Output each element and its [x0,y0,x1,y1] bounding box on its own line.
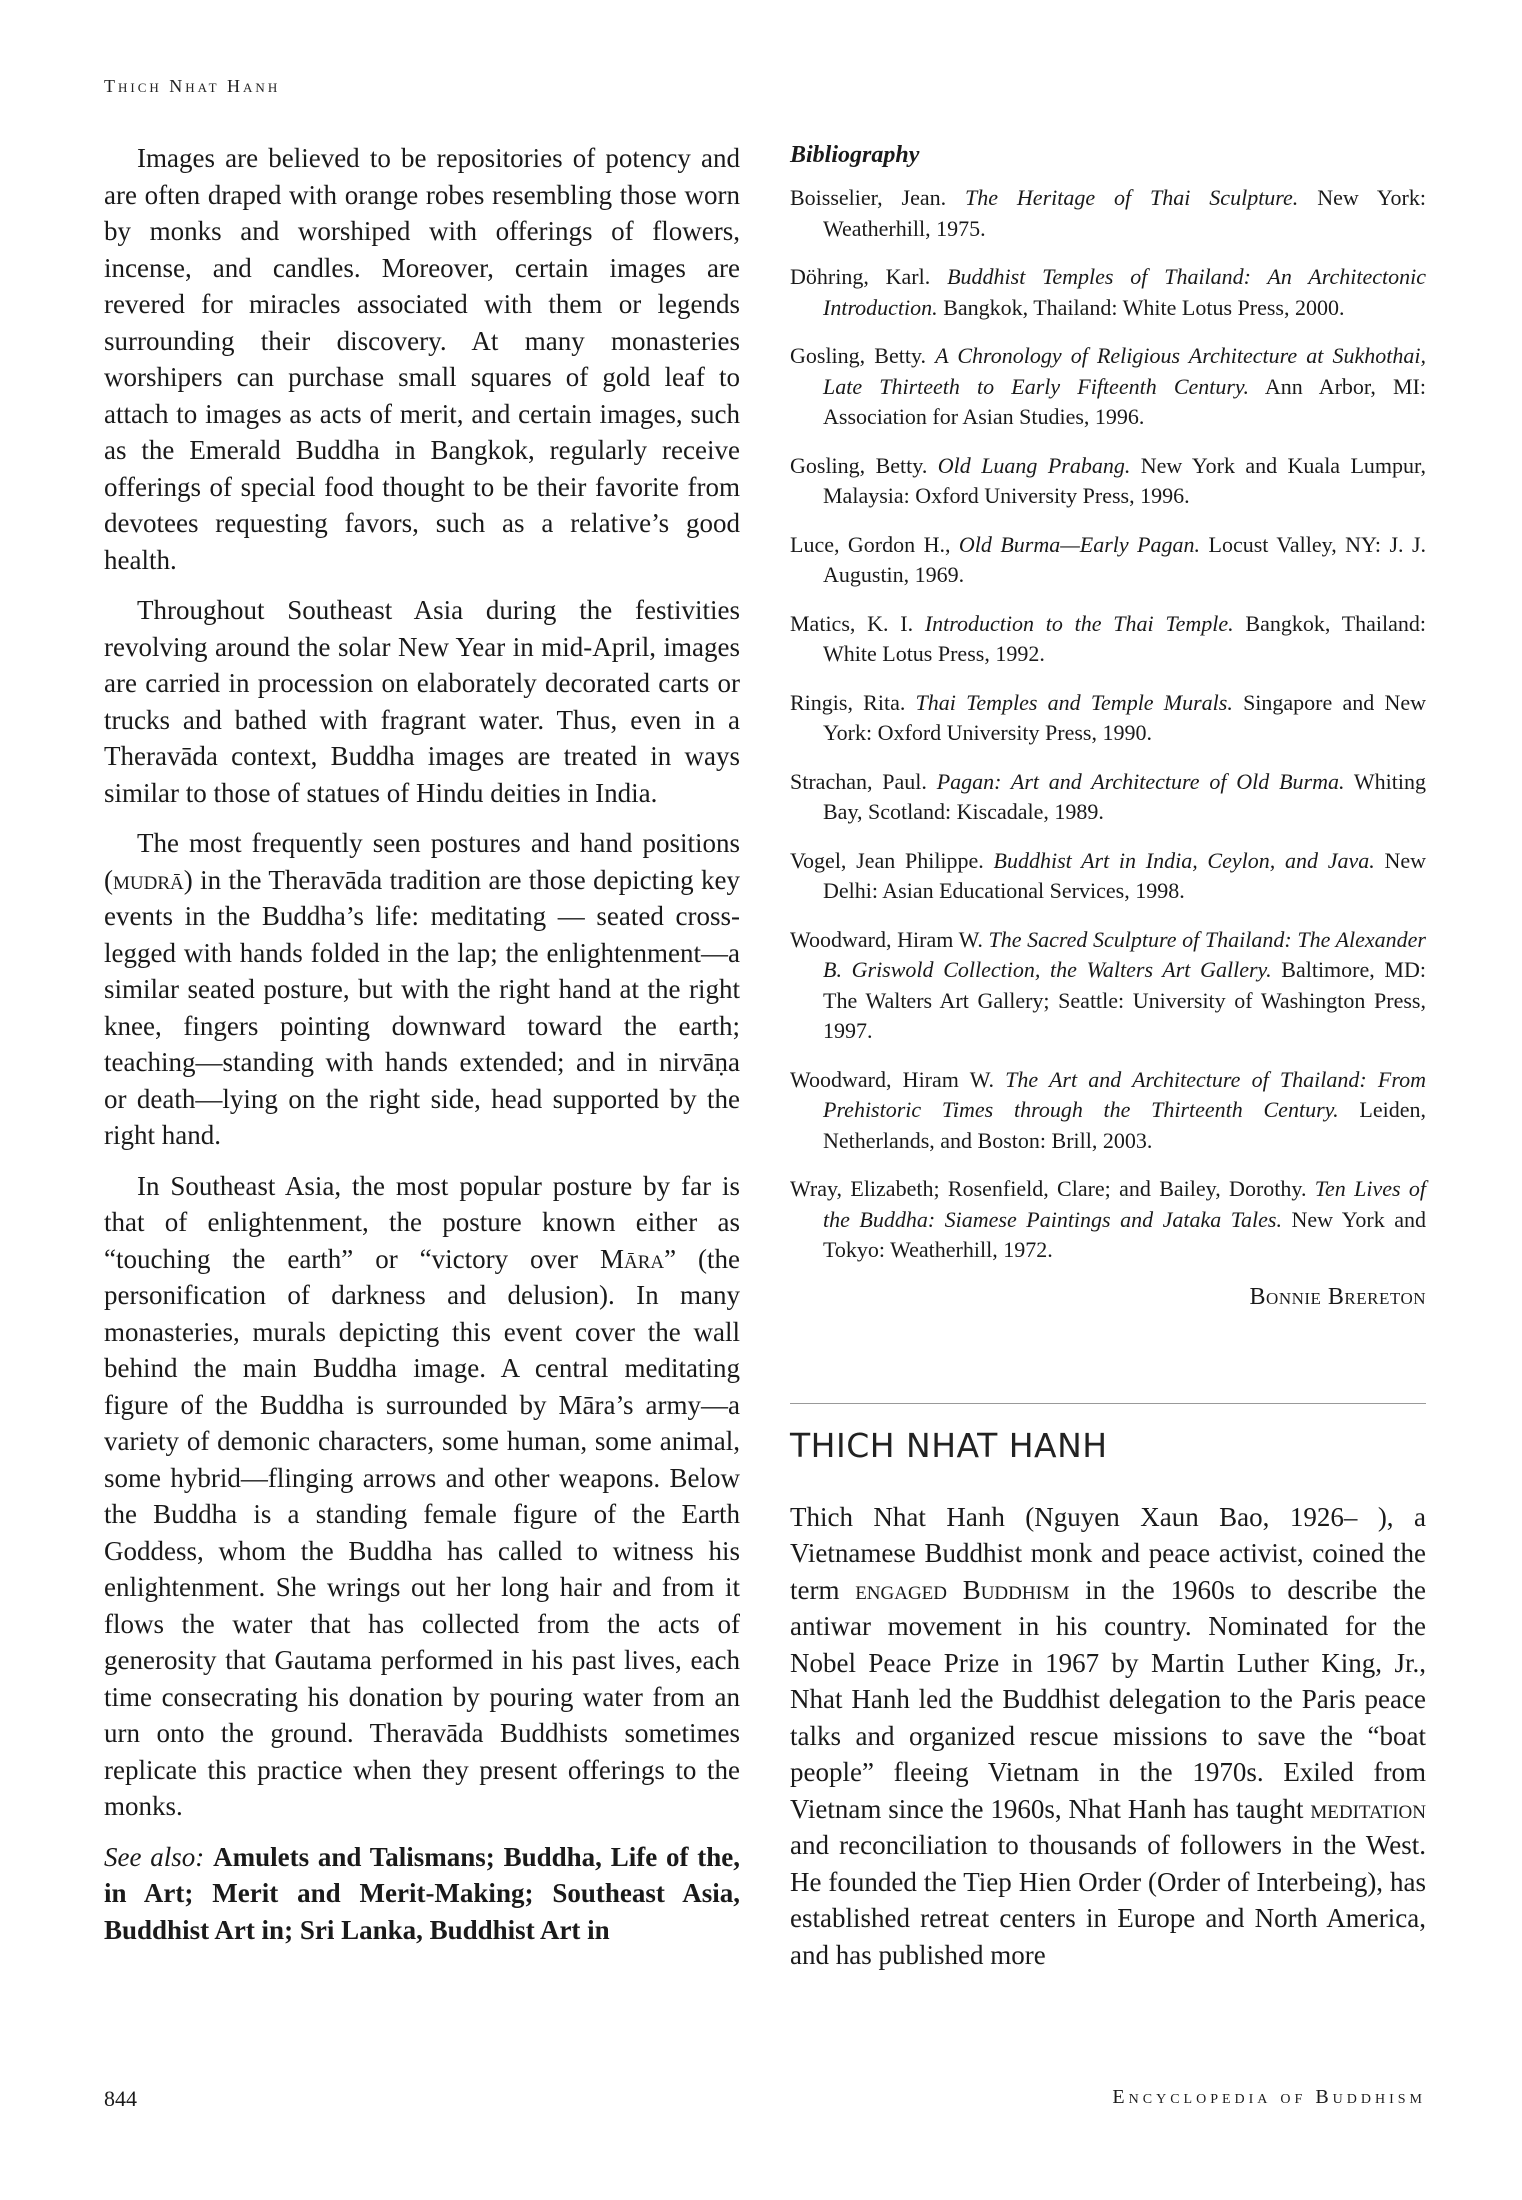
text-segment: and reconciliation to thousands of followers in the West. He founded the Tiep Hien Order (Order of Interbeing), has established retreat centers in Europe and North America, and has published more [790,1830,1426,1970]
bibliography-entry-pre: Woodward, Hiram W. [790,926,989,952]
bibliography-heading: Bibliography [790,142,920,168]
bibliography-entry-pre: Gosling, Betty. [790,452,938,478]
text-segment: The most frequently seen postures and hand positions ( [104,828,740,895]
bibliography-entry-post: Baltimore, MD: The Walters Art Gallery; Seattle: University of Washington Press, 1997. [823,957,1426,1043]
section-divider [790,1403,1426,1404]
bibliography-entry [790,530,1426,591]
text-segment: ” (the personification of darkness and delusion). In many monasteries, murals depicting this event cover the wall behind the main Buddha image. A central meditating figure of the Buddha is surrounded by Māra’s army—a variety of demonic characters, some human, some animal, some hybrid—flinging arrows and other weapons. Below the Buddha is a standing female figure of the Earth Goddess, whom the Buddha has called to witness his enlightenment. She wrings out her long hair and from it flows the water that has collected from the acts of generosity that Gautama performed in his past lives, each time consecrating his donation by pouring water from an urn onto the ground. Theravāda Buddhists sometimes replicate this practice when they present offerings to the monks. [104,1243,740,1821]
bibliography-list [790,183,1426,1266]
bibliography-entry-title: Buddhist Art in India, Ceylon, and Java. [993,847,1375,873]
see-also-references[interactable]: Amulets and Talismans; Buddha, Life of the, in Art; Merit and Merit-Making; Southeast Asia, Buddhist Art in; Sri Lanka, Buddhist Art in [104,1841,741,1945]
bibliography-entry [790,846,1426,907]
bibliography-entry-post: Locust Valley, NY: J. J. Augustin, 1969. [823,531,1427,587]
bibliography-entry [790,767,1426,828]
bibliography-entry-post: Whiting Bay, Scotland: Kiscadale, 1989. [823,768,1426,824]
paragraph-postures [104,825,740,1154]
bibliography-entry [790,341,1426,433]
link-engaged-buddhism[interactable]: engaged Buddhism [855,1574,1070,1605]
bibliography-entry-pre: Wray, Elizabeth; Rosenfield, Clare; and Bailey, Dorothy. [790,1176,1315,1201]
paragraph-new-year-procession: Throughout Southeast Asia during the festivities revolving around the solar New Year in mid-April, images are carried in procession on elaborately decorated carts or trucks and bathed with fragrant water. Thus, even in a Theravāda context, Buddha images are treated in ways similar to those of statues of Hindu deities in India. [104,595,740,808]
bibliography-entry-title: Pagan: Art and Architecture of Old Burma. [936,768,1345,794]
bibliography-entry [790,1174,1426,1266]
bibliography-entry-pre: Woodward, Hiram W. [790,1066,1006,1092]
entry-body [790,1499,1426,1974]
bibliography-entry-pre: Luce, Gordon H., [790,531,959,557]
link-meditation[interactable]: meditation [1310,1793,1426,1824]
link-mudra[interactable]: mudrā [113,864,184,895]
bibliography-entry-pre: Boisselier, Jean. [790,185,966,210]
text-segment: Thich Nhat Hanh (Nguyen Xaun Bao, 1926– ), a Vietnamese Buddhist monk and peace activist, coined the term [790,1501,1426,1605]
bibliography-entry-post: Singapore and New York: Oxford University Press, 1990. [823,689,1426,745]
page-number: 844 [104,2086,137,2111]
link-mara[interactable]: Māra [599,1243,665,1274]
bibliography-entry-post: New York and Tokyo: Weatherhill, 1972. [823,1206,1426,1262]
bibliography-entry-post: Ann Arbor, MI: Association for Asian Studies, 1996. [823,373,1426,429]
see-also-label: See also: [104,1841,205,1872]
bibliography-entry-title: The Sacred Sculpture of Thailand: The Alexander B. Griswold Collection, the Walters Art Gallery. [823,926,1426,982]
bibliography-entry [790,925,1426,1047]
paragraph-enlightenment-posture [104,1168,740,1825]
bibliography-entry-title: A Chronology of Religious Architecture at Sukhothai, Late Thirteeth to Early Fifteenth Century. [823,343,1426,399]
left-column [104,140,740,1962]
bibliography-entry-title: The Heritage of Thai Sculpture. [965,185,1299,210]
article-author: Bonnie Brereton [1249,1283,1426,1310]
paragraph-images-potency: Images are believed to be repositories of potency and are often draped with orange robes resembling those worn by monks and worshiped with offerings of flowers, incense, and candles. Moreover, certain images are revered for miracles associated with them or legends surrounding their discovery. At many monasteries worshipers can purchase small squares of gold leaf to attach to images as acts of merit, and certain images, such as the Emerald Buddha in Bangkok, regularly receive offerings of special food thought to be their favorite from devotees requesting favors, such as a relative’s good health. [104,143,740,575]
bibliography-entry-pre: Döhring, Karl. [790,264,948,289]
bibliography-entry-post: Bangkok, Thailand: White Lotus Press, 2000. [937,294,1345,320]
bibliography-entry-title: Old Burma—Early Pagan. [958,531,1201,557]
bibliography-entry-pre: Ringis, Rita. [790,689,916,715]
text-segment: in the 1960s to describe the antiwar movement in his country. Nominated for the Nobel Peace Prize in 1967 by Martin Luther King, Jr., Nhat Hanh led the Buddhist delegation to the Paris peace talks and organized rescue missions to save the “boat people” fleeing Vietnam in the 1970s. Exiled from Vietnam since the 1960s, Nhat Hanh has taught [790,1574,1427,1824]
bibliography-entry [790,609,1426,670]
text-segment: In Southeast Asia, the most popular posture by far is that of enlightenment, the posture known either as “touching the earth” or “victory over [104,1170,740,1274]
see-also [104,1839,740,1949]
bibliography-entry [790,688,1426,749]
bibliography-entry [790,451,1426,512]
entry-title: THICH NHAT HANH [790,1425,1108,1465]
text-segment: ) in the Theravāda tradition are those depicting key events in the Buddha’s life: meditating — seated cross-legged with hands folded in the lap; the enlightenment—a similar seated posture, but with the right hand at the right knee, fingers pointing downward toward the earth; teaching—standing with hands extended; and in nirvāṇa or death—lying on the right side, head supported by the right hand. [104,864,740,1150]
bibliography-entry-post: New Delhi: Asian Educational Services, 1998. [823,847,1426,903]
bibliography-entry [790,1065,1426,1157]
bibliography-entry-title: Thai Temples and Temple Murals. [915,689,1233,715]
bibliography-entry-pre: Matics, K. I. [790,610,925,636]
bibliography-entry-post: Leiden, Netherlands, and Boston: Brill, 2003. [823,1097,1426,1153]
bibliography-entry [790,262,1426,323]
bibliography-entry-title: The Art and Architecture of Thailand: From Prehistoric Times through the Thirteenth Century. [823,1066,1426,1122]
bibliography-entry-title: Old Luang Prabang. [937,452,1131,478]
bibliography-entry-pre: Gosling, Betty. [790,343,936,368]
running-head: Thich Nhat Hanh [104,76,281,96]
bibliography-entry-pre: Strachan, Paul. [790,768,937,794]
bibliography-entry-post: New York: Weatherhill, 1975. [823,185,1426,241]
bibliography-entry-title: Buddhist Temples of Thailand: An Architectonic Introduction. [823,264,1426,320]
right-column [790,142,1426,1973]
bibliography-entry-title: Introduction to the Thai Temple. [924,610,1234,636]
bibliography-entry [790,183,1426,244]
bibliography-entry-post: Bangkok, Thailand: White Lotus Press, 1992. [823,610,1426,666]
bibliography-entry-pre: Vogel, Jean Philippe. [790,847,994,873]
bibliography-entry-post: New York and Kuala Lumpur, Malaysia: Oxford University Press, 1996. [823,452,1426,508]
book-title: Encyclopedia of Buddhism [1112,2086,1426,2108]
bibliography-entry-title: Ten Lives of the Buddha: Siamese Paintings and Jataka Tales. [823,1176,1426,1232]
